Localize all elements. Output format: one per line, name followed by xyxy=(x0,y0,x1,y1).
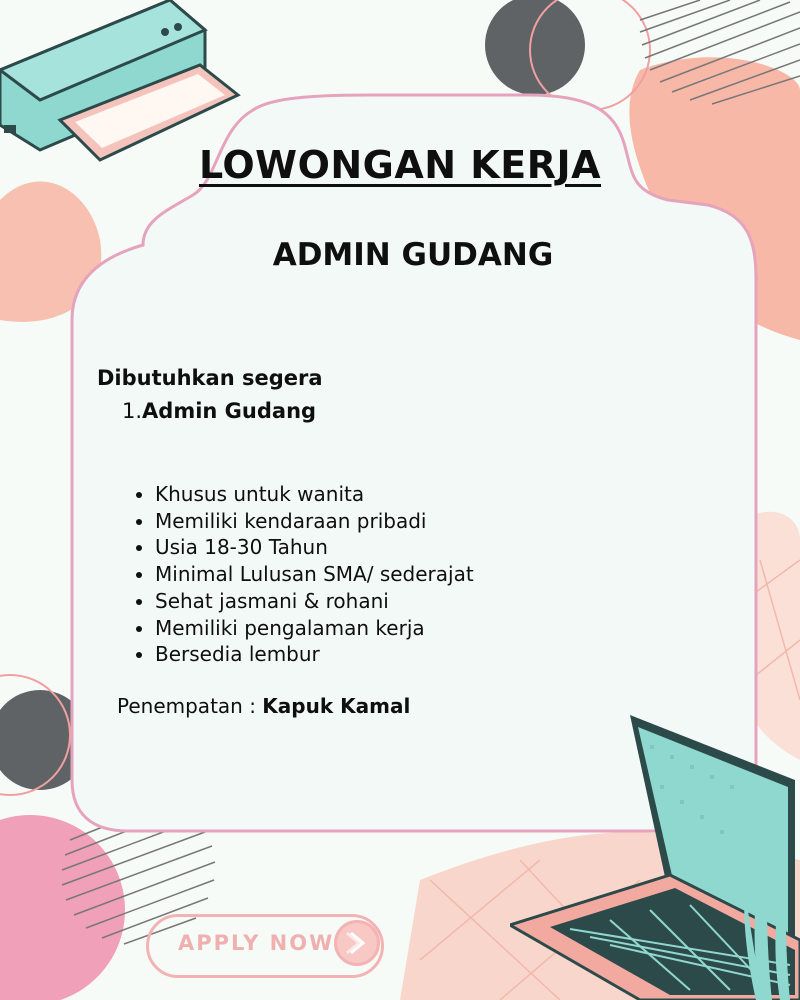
position-name: Admin Gudang xyxy=(142,399,317,423)
position-number: 1. xyxy=(122,399,143,423)
requirement-item: • Bersedia lembur xyxy=(155,641,474,668)
position-item xyxy=(122,399,316,423)
requirement-item: • Usia 18-30 Tahun xyxy=(155,534,474,561)
requirement-item: • Sehat jasmani & rohani xyxy=(155,588,474,615)
arrow-right-icon[interactable] xyxy=(334,920,380,966)
needed-label: Dibutuhkan segera xyxy=(97,366,323,390)
requirement-item: • Memiliki pengalaman kerja xyxy=(155,615,474,642)
placement-label: Penempatan : xyxy=(117,694,263,718)
poster-title: LOWONGAN KERJA xyxy=(198,143,602,187)
requirement-item: • Minimal Lulusan SMA/ sederajat xyxy=(155,561,474,588)
placement-value: Kapuk Kamal xyxy=(262,694,411,718)
requirement-item: • Memiliki kendaraan pribadi xyxy=(155,508,474,535)
placement xyxy=(117,694,410,718)
requirement-item: • Khusus untuk wanita xyxy=(155,481,474,508)
laptop-icon xyxy=(510,705,800,1000)
requirements-list xyxy=(110,481,474,668)
apply-now-label: APPLY NOW xyxy=(178,931,335,955)
job-title: ADMIN GUDANG xyxy=(272,237,554,273)
